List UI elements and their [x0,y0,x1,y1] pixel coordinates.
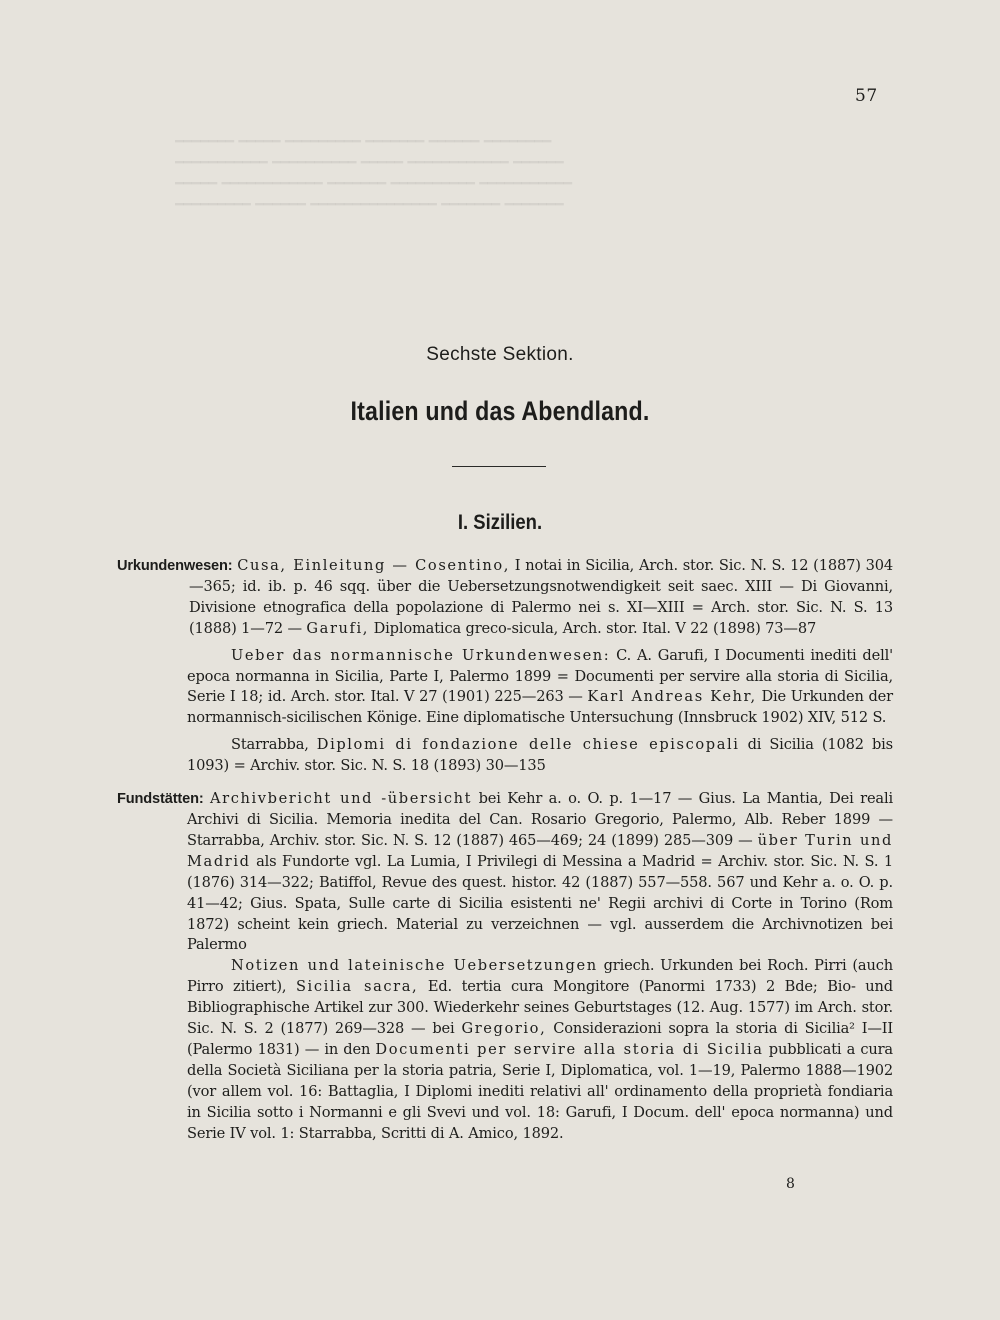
entry-urkundenwesen [117,556,893,640]
entry-text: Ed. tertia cura Mongitore (Panormi 1733) 2 Bde; Bio- und Bibliographische Artikel zur 300. Wiederkehr seines Geburtstages (12. Aug. 1577) im Arch. stor. Sic. N. S. 2 (1877) 269—328 — bei [187,978,893,1038]
spaced-text: Diplomi di fondazione delle chiese episcopali [316,736,740,754]
page-number: 57 [855,86,878,106]
entry-fundstaetten [117,789,893,956]
entry-text: pubblicati a cura della Società Siciliana per la storia patria, Serie I, Diplomatica, vol. 1—19, Palermo 1888—1902 (vor allem vol. 16: Battaglia, I Diplomi inediti relativi all' ordinamento della proprietà fondiaria in Sicilia sotto i Normanni e gli Svevi und vol. 18: Garufi, I Docum. dell' epoca normanna) und Serie IV vol. 1: Starrabba, Scritti di A. Amico, 1892. [187,1040,893,1142]
entry-text: Starrabba, [231,736,309,754]
entry-text: bei Kehr a. o. O. p. 1—17 — Gius. La Mantia, Dei reali Archivi di Sicilia. Memoria inedita del Can. Rosario Gregorio, Palermo, Alb. Reber 1899 — Starrabba, Archiv. stor. Sic. N. S. 12 (1887) 465—469; 24 (1899) 285—309 — [187,790,894,849]
spaced-text: Ueber das normannische Urkundenwesen: [231,646,611,664]
entry-text: I notai in Sicilia, Arch. stor. Sic. N. S. 12 (1887) 304—365; id. ib. p. 46 sqq. über die Uebersetzungsnotwendigkeit seit saec. XIII — Di Giovanni, Divisione etnografica della popolazione di Palermo nei s. XI—XIII = Arch. stor. Sic. N. S. 13 (1888) 1—72 — [189,557,893,637]
entry-text: Considerazioni sopra la storia di Sicilia² I—II (Palermo 1831) — in den [187,1020,894,1058]
spaced-text: über Turin und Madrid [187,831,893,870]
spaced-text: Cusa, Einleitung — Cosentino, [237,557,510,574]
entry-text: C. A. Garufi, I Documenti inediti dell' epoca normanna in Sicilia, Parte I, Palermo 1899 = Documenti per servire alla storia di Sicilia, Serie I 18; id. Arch. stor. Ital. V 27 (1901) 225—263 — [187,646,893,706]
subsection-title: I. Sizilien. [457,511,543,534]
spaced-text: Garufi, [306,619,370,637]
spaced-text: Sicilia sacra, [295,978,419,996]
entry-text: Diplomatica greco-sicula, Arch. stor. Ital. V 22 (1898) 73—87 [373,619,817,637]
signature-mark: 8 [786,1176,795,1192]
section-label: Sechste Sektion. [426,344,574,365]
paragraph-starrabba [187,735,893,777]
entry-lemma: Fundstätten: [117,791,204,808]
spaced-text: Archivbericht und -übersicht [210,790,473,808]
spaced-text: Karl Andreas Kehr, [587,688,757,706]
title-divider [452,466,546,467]
spaced-text: Notizen und lateinische Uebersetzungen [231,957,598,975]
entry-text: Die Urkunden der normannisch-sicilischen Könige. Eine diplomatische Untersuchung (Innsbruck 1902) XIV, 512 S. [187,688,893,727]
show-through-texture: ━━━━━━━ ━━━━━ ━━━━━━━━━ ━━━━━━━ ━━━━━━ ━━━━━━━━ ━━━━━━━━━━━ ━━━━━━━━━━ ━━━━━ ━━━━━━━━━━━━ ━━━━━━ ━━━━━ ━━━━━━━━━━━━ ━━━━━━━ ━━━━━━━━━━ ━━━━━━━━━━━ ━━━━━━━━━ ━━━━━━ ━━━━━━━━━━━━━━━ ━━━━━━━ ━━━━━━━ [175,134,573,213]
spaced-text: Gregorio, [461,1020,547,1038]
body-text [117,556,893,1144]
spaced-text: Documenti per servire alla storia di Sicilia [375,1040,764,1058]
paragraph-notizen [187,956,893,1144]
paragraph-normannisch [187,646,893,730]
entry-lemma: Urkundenwesen: [117,558,233,574]
main-title: Italien und das Abendland. [350,396,650,426]
entry-text: als Fundorte vgl. La Lumia, I Privilegi di Messina a Madrid = Archiv. stor. Sic. N. S. 1 (1876) 314—322; Batiffol, Revue des quest. histor. 42 (1887) 557—558. 567 und Kehr a. o. O. p. 41—42; Gius. Spata, Sulle carte di Sicilia esistenti ne' Regii archivi di Corte in Torino (Rom 1872) scheint kein griech. Material zu verzeichnen — vgl. ausserdem die Archivnotizen bei Palermo [187,852,893,954]
entry-text: griech. Urkunden bei Roch. Pirri (auch Pirro zitiert), [187,957,893,996]
entry-text: di Sicilia (1082 bis 1093) = Archiv. stor. Sic. N. S. 18 (1893) 30—135 [187,736,893,775]
